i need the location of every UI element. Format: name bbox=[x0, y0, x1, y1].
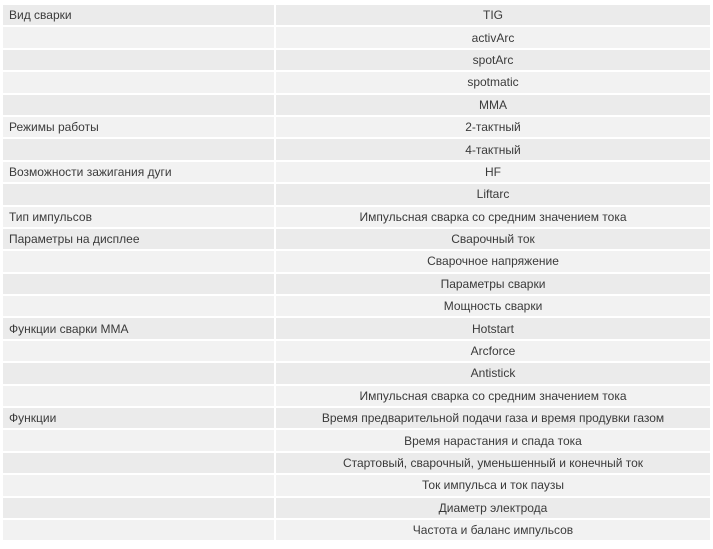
row-label bbox=[3, 138, 275, 160]
row-label: Функции сварки MMA bbox=[3, 317, 275, 339]
table-row bbox=[3, 4, 710, 26]
row-value: activArc bbox=[275, 26, 710, 48]
row-label bbox=[3, 49, 275, 71]
row-label bbox=[3, 452, 275, 474]
table-row bbox=[3, 519, 710, 540]
row-value: Antistick bbox=[275, 362, 710, 384]
table-row bbox=[3, 452, 710, 474]
table-row bbox=[3, 474, 710, 496]
row-value: Стартовый, сварочный, уменьшенный и конечный ток bbox=[275, 452, 710, 474]
table-row bbox=[3, 206, 710, 228]
row-label: Вид сварки bbox=[3, 4, 275, 26]
table-row bbox=[3, 362, 710, 384]
row-value: Мощность сварки bbox=[275, 295, 710, 317]
row-label bbox=[3, 295, 275, 317]
table-row bbox=[3, 250, 710, 272]
row-label bbox=[3, 183, 275, 205]
table-row bbox=[3, 228, 710, 250]
row-value: Диаметр электрода bbox=[275, 497, 710, 519]
table-row bbox=[3, 26, 710, 48]
table-row bbox=[3, 273, 710, 295]
row-label bbox=[3, 340, 275, 362]
row-value: Arcforce bbox=[275, 340, 710, 362]
table-row bbox=[3, 295, 710, 317]
specs-table bbox=[3, 3, 710, 540]
row-value: Время предварительной подачи газа и время продувки газом bbox=[275, 407, 710, 429]
row-value: HF bbox=[275, 161, 710, 183]
row-label bbox=[3, 250, 275, 272]
table-row bbox=[3, 49, 710, 71]
table-row bbox=[3, 317, 710, 339]
row-label: Функции bbox=[3, 407, 275, 429]
row-value: Время нарастания и спада тока bbox=[275, 429, 710, 451]
row-label: Возможности зажигания дуги bbox=[3, 161, 275, 183]
table-row bbox=[3, 407, 710, 429]
table-row bbox=[3, 497, 710, 519]
table-row bbox=[3, 385, 710, 407]
row-label bbox=[3, 519, 275, 540]
row-label bbox=[3, 273, 275, 295]
row-value: spotArc bbox=[275, 49, 710, 71]
row-label: Параметры на дисплее bbox=[3, 228, 275, 250]
row-value: Ток импульса и ток паузы bbox=[275, 474, 710, 496]
row-value: 2-тактный bbox=[275, 116, 710, 138]
row-value: MMA bbox=[275, 94, 710, 116]
row-value: Частота и баланс импульсов bbox=[275, 519, 710, 540]
row-label: Тип импульсов bbox=[3, 206, 275, 228]
table-row bbox=[3, 116, 710, 138]
row-value: Импульсная сварка со средним значением тока bbox=[275, 206, 710, 228]
row-value: Сварочный ток bbox=[275, 228, 710, 250]
table-row bbox=[3, 161, 710, 183]
specs-table-body bbox=[3, 4, 710, 540]
table-row bbox=[3, 340, 710, 362]
row-label bbox=[3, 26, 275, 48]
row-value: Параметры сварки bbox=[275, 273, 710, 295]
row-label: Режимы работы bbox=[3, 116, 275, 138]
table-row bbox=[3, 71, 710, 93]
row-value: Hotstart bbox=[275, 317, 710, 339]
table-row bbox=[3, 183, 710, 205]
row-value: spotmatic bbox=[275, 71, 710, 93]
row-value: 4-тактный bbox=[275, 138, 710, 160]
table-row bbox=[3, 94, 710, 116]
row-label bbox=[3, 385, 275, 407]
row-value: Импульсная сварка со средним значением тока bbox=[275, 385, 710, 407]
row-label bbox=[3, 94, 275, 116]
row-label bbox=[3, 429, 275, 451]
row-label bbox=[3, 362, 275, 384]
table-row bbox=[3, 429, 710, 451]
row-value: TIG bbox=[275, 4, 710, 26]
row-label bbox=[3, 71, 275, 93]
row-label bbox=[3, 474, 275, 496]
row-value: Liftarc bbox=[275, 183, 710, 205]
table-row bbox=[3, 138, 710, 160]
row-label bbox=[3, 497, 275, 519]
row-value: Сварочное напряжение bbox=[275, 250, 710, 272]
